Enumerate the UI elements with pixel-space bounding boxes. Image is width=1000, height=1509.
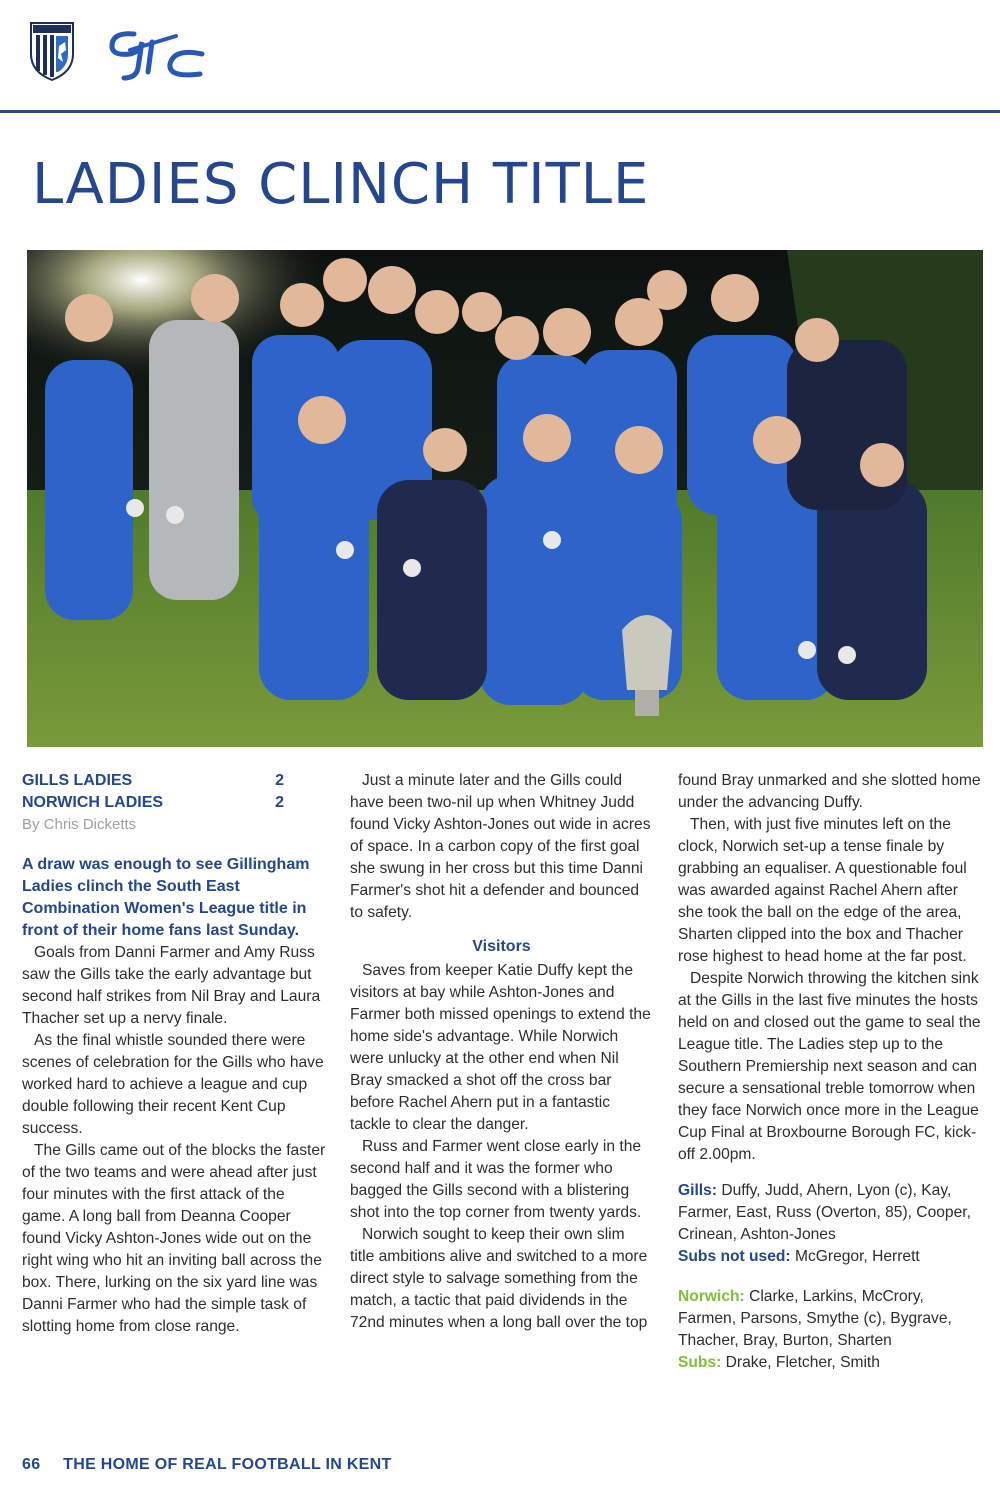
- club-crest-logo: [28, 20, 76, 82]
- norwich-lineup-label: Norwich:: [678, 1288, 745, 1305]
- norwich-lineup: [678, 1286, 983, 1374]
- norwich-subs-players: Drake, Fletcher, Smith: [725, 1354, 880, 1371]
- away-team-score: 2: [275, 794, 284, 811]
- page-header: [0, 0, 1000, 116]
- gills-lineup-players: Duffy, Judd, Ahern, Lyon (c), Kay, Farmer, East, Russ (Overton, 85), Cooper, Crinean, Ashton-Jones: [678, 1182, 971, 1243]
- body-paragraph: Just a minute later and the Gills could have been two-nil up when Whitney Judd found Vicky Ashton-Jones out wide in acres of space. In a carbon copy of the first goal she swung in her cross but this time Danni Farmer's shot hit a defender and bounced to safety.: [350, 772, 651, 921]
- page-number: 66: [22, 1456, 41, 1473]
- body-paragraph: found Bray unmarked and she slotted home under the advancing Duffy.: [678, 772, 981, 811]
- body-paragraph: Russ and Farmer went close early in the second half and it was the former who bagged the Gills second with a blistering shot into the top corner from twenty yards.: [350, 1138, 642, 1221]
- article-headline: LADIES CLINCH TITLE: [32, 152, 650, 217]
- gills-subs-label: Subs not used:: [678, 1248, 791, 1265]
- gills-subs-players: McGregor, Herrett: [794, 1248, 920, 1265]
- body-paragraph: As the final whistle sounded there were scenes of celebration for the Gills who have worked hard to achieve a league and cup double following their recent Kent Cup success.: [22, 1032, 324, 1137]
- home-team-name: GILLS LADIES: [22, 772, 133, 789]
- body-paragraph: Then, with just five minutes left on the clock, Norwich set-up a tense finale by grabbing an equaliser. A questionable foul was awarded against Rachel Ahern after she took the ball on the edge of the area, Sharten clipped into the box and Thacher rose highest to head home at the far post.: [678, 816, 967, 965]
- body-paragraph: Norwich sought to keep their own slim title ambitions alive and switched to a more direct style to salvage something from the match, a tactic that paid dividends in the 72nd minutes when a long ball over the top: [350, 1226, 648, 1331]
- body-paragraph: The Gills came out of the blocks the faster of the two teams and were ahead after just four minutes with the first attack of the game. A long ball from Deanna Cooper found Vicky Ashton-Jones wide out on the right wing who hit an inviting ball across the box. There, lurking on the six yard line was Danni Farmer who had the simple task of slotting home from close range.: [22, 1142, 326, 1335]
- body-paragraph: Saves from keeper Katie Duffy kept the visitors at bay while Ashton-Jones and Farmer both missed openings to extend the home side's advantage. While Norwich were unlucky at the other end when Nil Bray smacked a shot off the cross bar before Rachel Ahern put in a fantastic tackle to clear the danger.: [350, 962, 651, 1133]
- body-paragraph: Goals from Danni Farmer and Amy Russ saw the Gills take the early advantage but second half strikes from Nil Bray and Laura Thacher set up a nervy finale.: [22, 944, 321, 1027]
- byline: By Chris Dicketts: [22, 816, 137, 833]
- body-paragraph: Despite Norwich throwing the kitchen sink at the Gills in the last five minutes the hosts held on and closed out the game to seal the League title. The Ladies step up to the Southern Premiership next season and can secure a sensational treble tomorrow when they face Norwich once more in the League Cup Final at Broxbourne Borough FC, kick-off 2.00pm.: [678, 970, 981, 1163]
- header-divider: [0, 110, 1000, 113]
- section-subhead: Visitors: [472, 938, 531, 955]
- article-column-3: [678, 770, 983, 1374]
- standfirst: A draw was enough to see Gillingham Ladies clinch the South East Combination Women's League title in front of their home fans last Sunday.: [22, 856, 310, 939]
- page-footer: [22, 1456, 392, 1474]
- scoreline-away: [22, 792, 284, 814]
- norwich-lineup-players: Clarke, Larkins, McCrory, Farmen, Parsons, Smythe (c), Bygrave, Thacher, Bray, Burton, Sharten: [678, 1288, 952, 1349]
- gills-lineup: [678, 1180, 983, 1268]
- home-team-score: 2: [275, 772, 284, 789]
- away-team-name: NORWICH LADIES: [22, 794, 164, 811]
- norwich-subs-label: Subs:: [678, 1354, 722, 1371]
- gfc-monogram-logo: [104, 24, 208, 84]
- scoreline-home: [22, 770, 284, 792]
- footer-tagline: THE HOME OF REAL FOOTBALL IN KENT: [63, 1456, 392, 1473]
- article-column-2: [350, 770, 653, 1334]
- gills-lineup-label: Gills:: [678, 1182, 717, 1199]
- article-column-1: [22, 770, 328, 1338]
- team-celebration-photo: [27, 250, 983, 747]
